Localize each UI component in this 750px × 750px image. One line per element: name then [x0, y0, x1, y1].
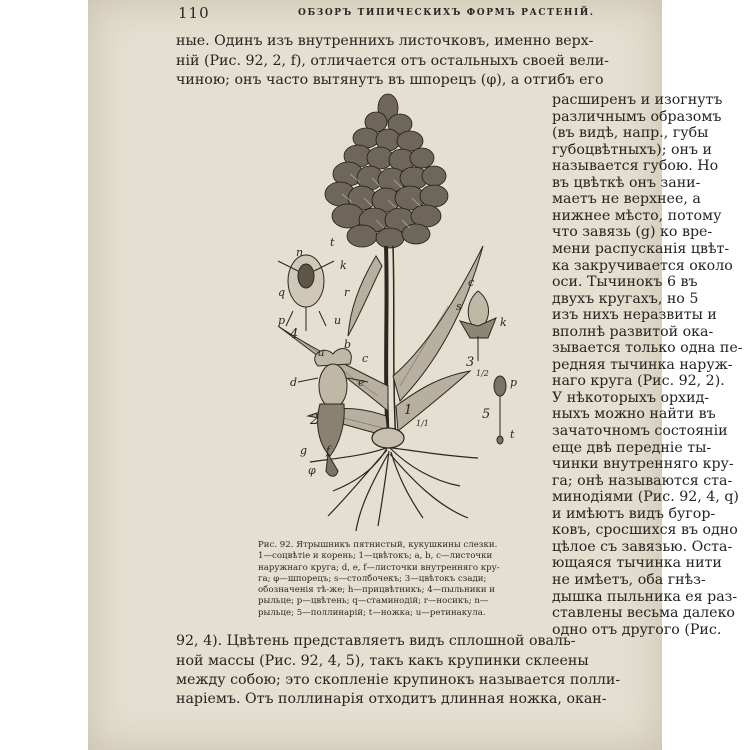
caption-line: Рис. 92. Ятрышникъ пятнистый, кукушкины слезки.: [258, 540, 498, 550]
orchid-illustration: [238, 86, 538, 536]
label-p: p: [278, 314, 286, 327]
page-header: [88, 4, 662, 26]
right-column-line: что завязь (g) ко вре-: [552, 224, 713, 241]
running-title: ОБЗОРЪ ТИПИЧЕСКИХЪ ФОРМЪ РАСТЕНІЙ.: [298, 8, 595, 18]
right-column-line: нижнее мѣсто, потому: [552, 207, 722, 224]
label-d-2: d: [290, 376, 298, 389]
right-column-line: дышка пыльника ея раз-: [552, 588, 738, 605]
body-line: ній (Рис. 92, 2, f), отличается отъ остальныхъ своей вели-: [176, 53, 609, 69]
label-u: u: [334, 314, 342, 327]
caption-line: га; φ—шпорецъ; s—столбочекъ; 3—цвѣтокъ сзади;: [258, 573, 487, 584]
right-column-line: изъ нихъ неразвиты и: [552, 307, 717, 324]
right-column-line: двухъ кругахъ, но 5: [552, 290, 699, 307]
label-a-2: a: [318, 346, 325, 359]
caption-line: рыльце; p—цвѣтень; q—стаминодій; r—носикъ; n—: [258, 596, 489, 607]
right-column-line: оси. Тычинокъ 6 въ: [552, 274, 698, 291]
right-column-line: ка закручивается около: [552, 257, 733, 274]
right-column-line: ставлены весьма далеко: [552, 605, 735, 622]
caption-line: обозначенія тѣ-же; h—прицвѣтникъ; 4—пыльники и: [258, 585, 496, 596]
right-column-line: не имѣетъ, оба гнѣз-: [552, 571, 706, 588]
label-s-3: s: [456, 300, 462, 313]
right-column-line: вполнѣ развитой ока-: [552, 323, 714, 340]
page-number: 110: [178, 4, 210, 22]
right-column-line: одно отъ другого (Рис.: [552, 621, 722, 638]
detail-5-drawing: [494, 376, 506, 444]
label-k-3: k: [500, 316, 507, 329]
right-column-line: и имѣютъ видъ бугор-: [552, 505, 716, 522]
right-column-line: У нѣкоторыхъ орхид-: [552, 389, 710, 406]
fig-number-5: 5: [482, 407, 491, 422]
body-line: 92, 4). Цвѣтень представляетъ видъ сплошной оваль-: [176, 633, 576, 649]
fig-scale-1: 1/1: [416, 419, 429, 428]
inflorescence-drawing: [325, 94, 448, 248]
label-g-2: g: [300, 444, 308, 457]
right-column-line: въ цвѣткѣ онъ зани-: [552, 174, 701, 191]
right-column-line: ныхъ можно найти въ: [552, 406, 716, 423]
body-line: ной массы (Рис. 92, 4, 5), такъ какъ крупинки склеены: [176, 653, 589, 669]
book-page: [88, 0, 743, 750]
right-column-line: расширенъ и изогнутъ: [552, 92, 723, 108]
fig-number-1: 1: [404, 403, 413, 418]
fig-scale-3: 1/2: [476, 369, 489, 378]
label-phi-2: φ: [308, 464, 316, 477]
right-column-line: минодіями (Рис. 92, 4, q): [552, 489, 739, 506]
label-e-2: e: [358, 376, 365, 389]
label-r: r: [344, 286, 350, 299]
detail-3-drawing: [460, 291, 496, 361]
body-line: наріемъ. Отъ поллинарія отходитъ длинная ножка, окан-: [176, 691, 607, 707]
detail-4-drawing: [278, 255, 334, 331]
label-t: t: [330, 236, 335, 249]
right-column-line: зывается только одна пе-: [552, 340, 743, 357]
label-f-2: f: [326, 444, 331, 457]
figure-caption: [258, 540, 543, 619]
right-column-line: га; онѣ называются ста-: [552, 472, 733, 489]
right-column-line: мени распусканія цвѣт-: [552, 240, 730, 257]
right-column-line: чинки внутренняго кру-: [552, 456, 734, 473]
right-column-line: наго круга (Рис. 92, 2).: [552, 373, 725, 390]
body-line: между собою; это скопленіе крупинокъ называется полли-: [176, 672, 621, 688]
right-column-line: (въ видѣ, напр., губы: [552, 125, 709, 142]
right-column-line: губоцвѣтныхъ); онъ и: [552, 141, 712, 158]
label-q: q: [278, 286, 286, 299]
label-c-3: c: [468, 276, 475, 289]
label-t-5: t: [510, 428, 515, 441]
right-column-line: различнымъ образомъ: [552, 108, 722, 125]
fig-number-3: 3: [466, 355, 475, 370]
label-n: n: [296, 246, 304, 259]
caption-line: рыльце; 5—поллинарій; t—ножка; u—ретинакула.: [258, 607, 486, 618]
right-column-line: еще двѣ передніе ты-: [552, 439, 712, 456]
label-c-2: c: [362, 352, 369, 365]
label-b-2: b: [344, 338, 352, 351]
right-column-line: редняя тычинка наруж-: [552, 356, 733, 373]
body-line: ные. Одинъ изъ внутреннихъ листочковъ, именно верх-: [176, 33, 594, 49]
fig-number-2: 2: [310, 412, 319, 428]
right-column-line: ковъ, сросшихся въ одно: [552, 522, 738, 539]
body-line: чиною; онъ часто вытянутъ въ шпорецъ (φ), а отгибъ его: [176, 72, 604, 88]
caption-line: 1—соцвѣтіе и корень; 1—цвѣтокъ; a, b, c—листочки: [258, 551, 493, 562]
caption-line: наружнаго круга; d, e, f—листочки внутренняго кру-: [258, 562, 500, 573]
right-column-line: зачаточномъ состояніи: [552, 423, 728, 439]
fig-number-4: 4: [290, 327, 299, 342]
right-column-line: ющаяся тычинка нити: [552, 555, 722, 572]
right-column-line: называется губою. Но: [552, 158, 719, 175]
right-column-line: цѣлое съ завязью. Оста-: [552, 538, 733, 555]
right-column-line: маетъ не верхнее, а: [552, 191, 701, 208]
label-k-4: k: [340, 259, 347, 272]
label-p-5: p: [510, 376, 518, 389]
